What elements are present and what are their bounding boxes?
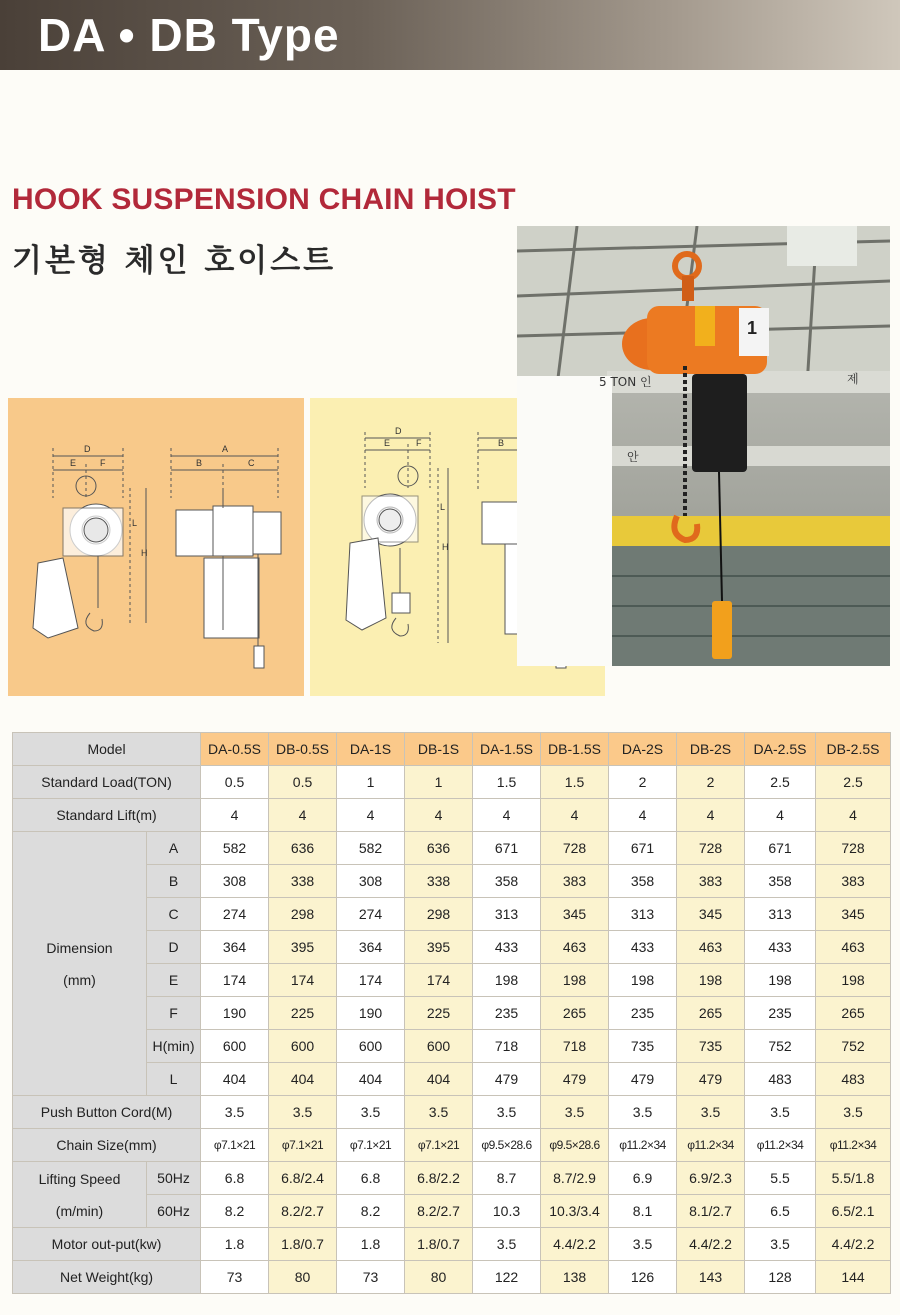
load-cell: 1.5 [473, 766, 541, 799]
dimension-cell: 235 [473, 997, 541, 1030]
wall-text-left: 5 TON 인 [599, 375, 652, 389]
dimension-cell: 483 [745, 1063, 816, 1096]
dimension-cell: 479 [609, 1063, 677, 1096]
dimension-cell: 383 [541, 865, 609, 898]
motor-cell: 1.8 [201, 1228, 269, 1261]
speed_50-cell: 6.8/2.2 [405, 1162, 473, 1195]
weight-cell: 143 [677, 1261, 745, 1294]
load-cell: 2.5 [816, 766, 891, 799]
chain-cell: φ7.1×21 [269, 1129, 337, 1162]
dimension-cell: 636 [405, 832, 473, 865]
cord-cell: 3.5 [201, 1096, 269, 1129]
motor-cell: 3.5 [745, 1228, 816, 1261]
chain-cell: φ9.5×28.6 [473, 1129, 541, 1162]
dim-label-b: B [196, 458, 203, 468]
cord-cell: 3.5 [677, 1096, 745, 1129]
chain-cell: φ11.2×34 [609, 1129, 677, 1162]
dimension-cell: 174 [337, 964, 405, 997]
weight-cell: 73 [337, 1261, 405, 1294]
dimension-cell: 728 [541, 832, 609, 865]
model-cell: DA-2S [609, 733, 677, 766]
dimension-label [13, 832, 147, 1096]
cord-cell: 3.5 [745, 1096, 816, 1129]
dimension-key: B [147, 865, 201, 898]
speed_50-cell: 6.9 [609, 1162, 677, 1195]
dimension-cell: 225 [269, 997, 337, 1030]
speed_50-cell: 6.8 [337, 1162, 405, 1195]
dimension-cell: 383 [677, 865, 745, 898]
lift-cell: 4 [745, 799, 816, 832]
dimension-key: F [147, 997, 201, 1030]
dimension-cell: 274 [201, 898, 269, 931]
dim-label-h: H [141, 548, 148, 558]
speed_50-cell: 6.8 [201, 1162, 269, 1195]
motor-label: Motor out-put(kw) [13, 1228, 201, 1261]
dimension-cell: 235 [609, 997, 677, 1030]
chain-cell: φ11.2×34 [816, 1129, 891, 1162]
dimension-cell: 752 [745, 1030, 816, 1063]
speed_50-cell: 5.5 [745, 1162, 816, 1195]
dim-label-l: L [132, 518, 138, 528]
model-cell: DB-2S [677, 733, 745, 766]
cord-cell: 3.5 [541, 1096, 609, 1129]
dimension-cell: 235 [745, 997, 816, 1030]
chain-cell: φ7.1×21 [405, 1129, 473, 1162]
wall-text-lower: 안 [627, 450, 639, 464]
header-bar [0, 0, 900, 70]
lift-cell: 4 [816, 799, 891, 832]
dimension-cell: 600 [269, 1030, 337, 1063]
motor-cell: 4.4/2.2 [816, 1228, 891, 1261]
speed_60-cell: 8.1/2.7 [677, 1195, 745, 1228]
weight-label: Net Weight(kg) [13, 1261, 201, 1294]
dimension-cell: 636 [269, 832, 337, 865]
dim-label-h: H [442, 542, 449, 552]
speed_60-cell: 10.3 [473, 1195, 541, 1228]
load-cell: 2.5 [745, 766, 816, 799]
motor-cell: 3.5 [609, 1228, 677, 1261]
dimension-cell: 298 [405, 898, 473, 931]
weight-cell: 138 [541, 1261, 609, 1294]
speed_60-cell: 8.2/2.7 [269, 1195, 337, 1228]
dimension-cell: 735 [677, 1030, 745, 1063]
speed_60-cell: 8.2/2.7 [405, 1195, 473, 1228]
speed_50-cell: 6.8/2.4 [269, 1162, 337, 1195]
lift-cell: 4 [541, 799, 609, 832]
dim-label-c: C [248, 458, 255, 468]
dimension-cell: 463 [816, 931, 891, 964]
dimension-cell: 404 [269, 1063, 337, 1096]
speed_60-cell: 6.5/2.1 [816, 1195, 891, 1228]
dimension-cell: 198 [473, 964, 541, 997]
chain-cell: φ7.1×21 [337, 1129, 405, 1162]
load-cell: 0.5 [201, 766, 269, 799]
model-cell: DB-2.5S [816, 733, 891, 766]
speed_60-cell: 8.2 [337, 1195, 405, 1228]
hoist-body-label: 1 [747, 318, 758, 338]
speed_50-cell: 8.7/2.9 [541, 1162, 609, 1195]
dimension-cell: 582 [337, 832, 405, 865]
speed-50-label: 50Hz [147, 1162, 201, 1195]
model-cell: DA-1S [337, 733, 405, 766]
dim-label-d: D [84, 444, 91, 454]
dimension-cell: 483 [816, 1063, 891, 1096]
motor-cell: 4.4/2.2 [541, 1228, 609, 1261]
dimension-cell: 313 [609, 898, 677, 931]
speed-60-label: 60Hz [147, 1195, 201, 1228]
dimension-cell: 671 [609, 832, 677, 865]
dimension-cell: 198 [541, 964, 609, 997]
lift-cell: 4 [269, 799, 337, 832]
dimension-cell: 479 [677, 1063, 745, 1096]
dimension-cell: 198 [816, 964, 891, 997]
chain-cell: φ7.1×21 [201, 1129, 269, 1162]
dimension-cell: 345 [541, 898, 609, 931]
wall-text-right: 제 [847, 372, 859, 386]
dimension-key: D [147, 931, 201, 964]
model-cell: DA-0.5S [201, 733, 269, 766]
dimension-cell: 404 [405, 1063, 473, 1096]
dim-label-b: B [498, 438, 505, 448]
dim-label-f: F [100, 458, 106, 468]
lift-cell: 4 [677, 799, 745, 832]
dimension-cell: 433 [745, 931, 816, 964]
cord-cell: 3.5 [816, 1096, 891, 1129]
weight-cell: 126 [609, 1261, 677, 1294]
dimension-cell: 463 [541, 931, 609, 964]
dimension-cell: 463 [677, 931, 745, 964]
chain-cell: φ9.5×28.6 [541, 1129, 609, 1162]
dimension-cell: 752 [816, 1030, 891, 1063]
dimension-cell: 718 [541, 1030, 609, 1063]
dimension-cell: 479 [473, 1063, 541, 1096]
dimension-cell: 198 [609, 964, 677, 997]
motor-cell: 4.4/2.2 [677, 1228, 745, 1261]
motor-cell: 1.8/0.7 [405, 1228, 473, 1261]
motor-cell: 3.5 [473, 1228, 541, 1261]
product-title-korean: 기본형 체인 호이스트 [12, 243, 337, 279]
load-cell: 2 [609, 766, 677, 799]
dimension-cell: 671 [745, 832, 816, 865]
hoist-photo [517, 226, 890, 666]
dimension-cell: 582 [201, 832, 269, 865]
product-title-english: HOOK SUSPENSION CHAIN HOIST [12, 183, 516, 216]
dimension-cell: 265 [816, 997, 891, 1030]
speed_50-cell: 5.5/1.8 [816, 1162, 891, 1195]
dimension-cell: 225 [405, 997, 473, 1030]
dimension-cell: 313 [745, 898, 816, 931]
model-cell: DB-0.5S [269, 733, 337, 766]
cord-label: Push Button Cord(M) [13, 1096, 201, 1129]
dimension-cell: 174 [201, 964, 269, 997]
speed-label-text: Lifting Speed [38, 1170, 121, 1187]
dimension-cell: 345 [816, 898, 891, 931]
dimension-cell: 308 [337, 865, 405, 898]
dim-label-a: A [222, 444, 229, 454]
hoist-photo-svg [517, 226, 890, 666]
dimension-key: L [147, 1063, 201, 1096]
lift-cell: 4 [473, 799, 541, 832]
load-label: Standard Load(TON) [13, 766, 201, 799]
chain-label: Chain Size(mm) [13, 1129, 201, 1162]
speed_60-cell: 6.5 [745, 1195, 816, 1228]
model-cell: DB-1S [405, 733, 473, 766]
motor-cell: 1.8/0.7 [269, 1228, 337, 1261]
lift-cell: 4 [201, 799, 269, 832]
dimension-cell: 174 [269, 964, 337, 997]
dim-label-d: D [395, 426, 402, 436]
speed_60-cell: 10.3/3.4 [541, 1195, 609, 1228]
speed-label [13, 1162, 147, 1228]
speed-unit-text: (m/min) [55, 1202, 104, 1219]
weight-cell: 80 [269, 1261, 337, 1294]
dimension-cell: 358 [609, 865, 677, 898]
dimension-cell: 433 [473, 931, 541, 964]
dimension-unit-text: (mm) [63, 971, 96, 988]
dimension-cell: 395 [405, 931, 473, 964]
lift-cell: 4 [405, 799, 473, 832]
lift-label: Standard Lift(m) [13, 799, 201, 832]
dimension-cell: 718 [473, 1030, 541, 1063]
dimension-cell: 274 [337, 898, 405, 931]
dimension-cell: 404 [337, 1063, 405, 1096]
dimension-cell: 338 [405, 865, 473, 898]
dimension-cell: 728 [677, 832, 745, 865]
da-type-drawing [8, 398, 304, 696]
weight-cell: 144 [816, 1261, 891, 1294]
dimension-cell: 298 [269, 898, 337, 931]
dimension-key: H(min) [147, 1030, 201, 1063]
dimension-cell: 198 [677, 964, 745, 997]
chain-cell: φ11.2×34 [745, 1129, 816, 1162]
load-cell: 1.5 [541, 766, 609, 799]
dimension-cell: 479 [541, 1063, 609, 1096]
dimension-cell: 433 [609, 931, 677, 964]
dimension-cell: 345 [677, 898, 745, 931]
dimension-cell: 404 [201, 1063, 269, 1096]
lift-cell: 4 [609, 799, 677, 832]
dimension-cell: 190 [201, 997, 269, 1030]
dim-label-f: F [416, 438, 422, 448]
speed_60-cell: 8.2 [201, 1195, 269, 1228]
da-drawing-svg [8, 398, 304, 696]
dimension-cell: 265 [677, 997, 745, 1030]
cord-cell: 3.5 [337, 1096, 405, 1129]
load-cell: 0.5 [269, 766, 337, 799]
dimension-cell: 671 [473, 832, 541, 865]
dimension-cell: 190 [337, 997, 405, 1030]
model-cell: DB-1.5S [541, 733, 609, 766]
dimension-label-text: Dimension [46, 939, 113, 956]
dimension-cell: 600 [405, 1030, 473, 1063]
model-header: Model [13, 733, 201, 766]
dimension-cell: 364 [201, 931, 269, 964]
weight-cell: 80 [405, 1261, 473, 1294]
dimension-key: C [147, 898, 201, 931]
dimension-cell: 395 [269, 931, 337, 964]
dimension-key: E [147, 964, 201, 997]
cord-cell: 3.5 [269, 1096, 337, 1129]
dimension-cell: 198 [745, 964, 816, 997]
speed_50-cell: 6.9/2.3 [677, 1162, 745, 1195]
dimension-cell: 735 [609, 1030, 677, 1063]
dimension-key: A [147, 832, 201, 865]
speed_50-cell: 8.7 [473, 1162, 541, 1195]
load-cell: 1 [405, 766, 473, 799]
cord-cell: 3.5 [609, 1096, 677, 1129]
dimension-cell: 358 [473, 865, 541, 898]
dim-label-e: E [384, 438, 391, 448]
motor-cell: 1.8 [337, 1228, 405, 1261]
cord-cell: 3.5 [473, 1096, 541, 1129]
dim-label-e: E [70, 458, 77, 468]
dimension-cell: 600 [337, 1030, 405, 1063]
dimension-cell: 308 [201, 865, 269, 898]
dimension-cell: 338 [269, 865, 337, 898]
model-cell: DA-2.5S [745, 733, 816, 766]
dim-label-l: L [440, 502, 446, 512]
dimension-cell: 313 [473, 898, 541, 931]
dimension-cell: 174 [405, 964, 473, 997]
weight-cell: 73 [201, 1261, 269, 1294]
cord-cell: 3.5 [405, 1096, 473, 1129]
load-cell: 2 [677, 766, 745, 799]
load-cell: 1 [337, 766, 405, 799]
dimension-cell: 358 [745, 865, 816, 898]
spec-table [12, 732, 891, 1294]
lift-cell: 4 [337, 799, 405, 832]
weight-cell: 122 [473, 1261, 541, 1294]
page-title: DA • DB Type [38, 9, 340, 61]
dimension-cell: 728 [816, 832, 891, 865]
model-cell: DA-1.5S [473, 733, 541, 766]
speed_60-cell: 8.1 [609, 1195, 677, 1228]
weight-cell: 128 [745, 1261, 816, 1294]
dimension-cell: 600 [201, 1030, 269, 1063]
chain-cell: φ11.2×34 [677, 1129, 745, 1162]
dimension-cell: 364 [337, 931, 405, 964]
dimension-cell: 265 [541, 997, 609, 1030]
dimension-cell: 383 [816, 865, 891, 898]
